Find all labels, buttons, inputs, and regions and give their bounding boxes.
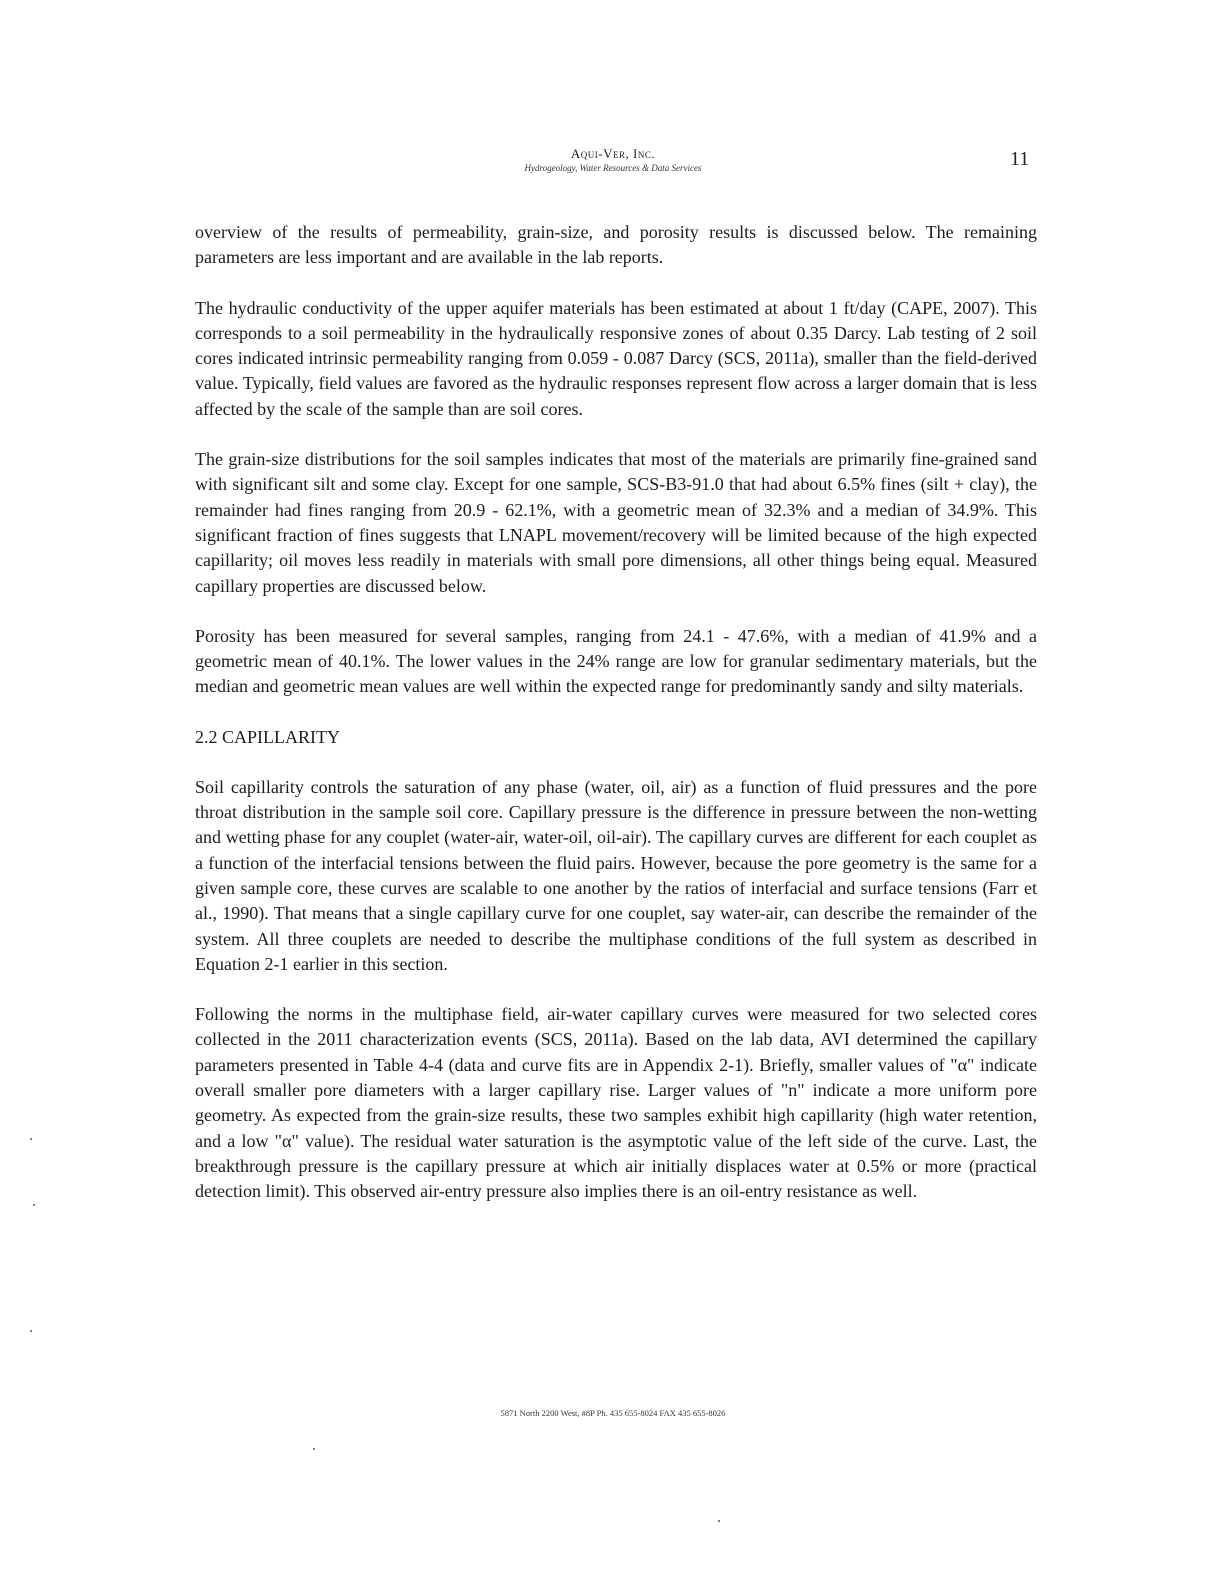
section-heading: 2.2 CAPILLARITY — [195, 726, 340, 747]
page-number: 11 — [1010, 148, 1030, 170]
company-tagline: Hydrogeology, Water Resources & Data Services — [524, 163, 702, 173]
scan-speck — [30, 1138, 32, 1140]
scan-speck — [33, 1204, 35, 1206]
page-footer: 5871 North 2200 West, #8P Ph. 435 655-8024 FAX 435 655-8026 — [500, 1408, 726, 1418]
paragraph-capillarity: Soil capillarity controls the saturation of any phase (water, oil, air) as a function of fluid pressures and the pore throat distribution in the sample soil core. Capillary pressure is the difference in pressure between the non-wetting and wetting phase for any couplet (water-air, water-oil, oil-air). The capillary curves are different for each couplet as a function of the interfacial tensions between the fluid pairs. However, because the pore geometry is the same for a given sample core, these curves are scalable to one another by the ratios of interfacial and surface tensions (Farr et al., 1990). That means that a single capillary curve for one couplet, say water-air, can describe the remainder of the system. All three couplets are needed to describe the multiphase conditions of the full system as described in Equation 2-1 earlier in this section. — [195, 776, 1037, 974]
page-header — [0, 146, 1226, 173]
scan-speck — [30, 1330, 32, 1332]
scan-speck — [313, 1448, 315, 1450]
paragraph-hydraulic-conductivity: The hydraulic conductivity of the upper aquifer materials has been estimated at about 1 ft/day (CAPE, 2007). This corresponds to a soil permeability in the hydraulically responsive zones of about 0.35 Darcy. Lab testing of 2 soil cores indicated intrinsic permeability ranging from 0.059 - 0.087 Darcy (SCS, 2011a), smaller than the field-derived value. Typically, field values are favored as the hydraulic responses represent flow across a larger domain that is less affected by the scale of the sample than are soil cores. — [195, 297, 1037, 419]
paragraph-porosity: Porosity has been measured for several samples, ranging from 24.1 - 47.6%, with a median of 41.9% and a geometric mean of 40.1%. The lower values in the 24% range are low for granular sedimentary materials, but the median and geometric mean values are well within the expected range for predominantly sandy and silty materials. — [195, 625, 1037, 697]
company-name: Aqui-Ver, Inc. — [570, 146, 656, 161]
paragraph-capillary-curves: Following the norms in the multiphase field, air-water capillary curves were measured for two selected cores collected in the 2011 characterization events (SCS, 2011a). Based on the lab data, AVI determined the capillary parameters presented in Table 4-4 (data and curve fits are in Appendix 2-1). Briefly, smaller values of "α" indicate overall smaller pore diameters with a larger capillary rise. Larger values of "n" indicate a more uniform pore geometry. As expected from the grain-size results, these two samples exhibit high capillarity (high water retention, and a low "α" value). The residual water saturation is the asymptotic value of the left side of the curve. Last, the breakthrough pressure is the capillary pressure at which air initially displaces water at 0.5% or more (practical detection limit). This observed air-entry pressure also implies there is an oil-entry resistance as well. — [195, 1004, 1037, 1202]
scan-speck — [718, 1520, 720, 1522]
body-text — [195, 220, 1037, 1230]
paragraph-overview: overview of the results of permeability, grain-size, and porosity results is discussed below. The remaining parameters are less important and are available in the lab reports. — [195, 222, 1037, 268]
paragraph-grain-size: The grain-size distributions for the soil samples indicates that most of the materials are primarily fine-grained sand with significant silt and some clay. Except for one sample, SCS-B3-91.0 that had about 6.5% fines (silt + clay), the remainder had fines ranging from 20.9 - 62.1%, with a geometric mean of 32.3% and a median of 34.9%. This significant fraction of fines suggests that LNAPL movement/recovery will be limited because of the high expected capillarity; oil moves less readily in materials with small pore dimensions, all other things being equal. Measured capillary properties are discussed below. — [195, 449, 1037, 596]
